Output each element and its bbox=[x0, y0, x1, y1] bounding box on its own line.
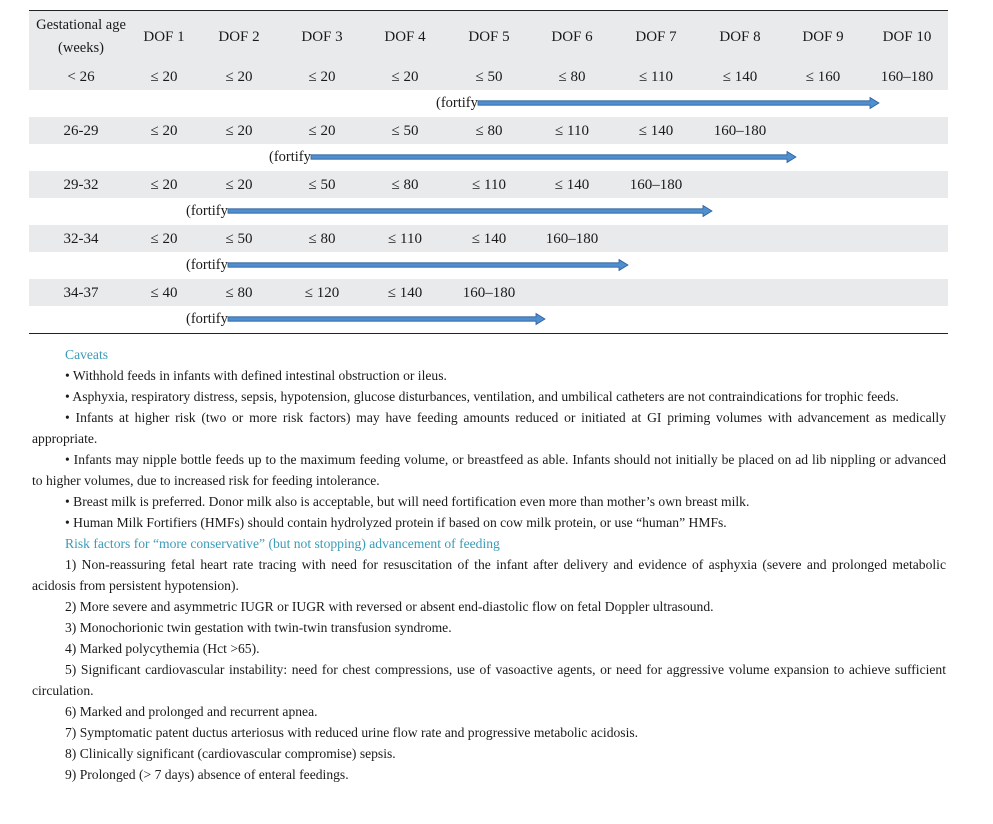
volume-cell: ≤ 80 bbox=[558, 69, 586, 85]
volume-cell: ≤ 20 bbox=[225, 123, 253, 139]
fortify-arrow bbox=[228, 206, 712, 217]
volume-cell: ≤ 20 bbox=[308, 69, 336, 85]
dof-header-9: DOF 9 bbox=[802, 29, 844, 45]
gestational-age-header-line2: (weeks) bbox=[58, 40, 104, 56]
risk-factor-item: 1) Non-reassuring fetal heart rate tracing with need for resuscitation of the infant after delivery and evidence of asphyxia (severe and prolonged metabolic acidosis from persistent hypotension). bbox=[32, 557, 946, 593]
gestational-age-cell: 34-37 bbox=[63, 285, 99, 301]
gestational-age-cell: 29-32 bbox=[63, 177, 99, 193]
volume-cell: ≤ 20 bbox=[150, 123, 178, 139]
risk-factor-item: 2) More severe and asymmetric IUGR or IUGR with reversed or absent end-diastolic flow on fetal Doppler ultrasound. bbox=[65, 599, 714, 614]
volume-cell: ≤ 80 bbox=[391, 177, 419, 193]
dof-header-7: DOF 7 bbox=[635, 29, 677, 45]
risk-factors-heading: Risk factors for “more conservative” (but not stopping) advancement of feeding bbox=[65, 536, 500, 551]
dof-header-4: DOF 4 bbox=[384, 29, 426, 45]
volume-cell: ≤ 80 bbox=[308, 231, 336, 247]
volume-cell: ≤ 140 bbox=[722, 69, 758, 85]
caveat-item: • Withhold feeds in infants with defined intestinal obstruction or ileus. bbox=[65, 368, 447, 383]
gestational-age-cell: 26-29 bbox=[63, 123, 99, 139]
volume-cell: ≤ 110 bbox=[555, 123, 589, 139]
caveat-item: • Asphyxia, respiratory distress, sepsis, hypotension, glucose disturbances, ventilation, and umbilical catheters are not contraindications for trophic feeds. bbox=[65, 389, 899, 404]
volume-cell: ≤ 140 bbox=[387, 285, 423, 301]
volume-cell: ≤ 20 bbox=[150, 231, 178, 247]
volume-cell: ≤ 110 bbox=[388, 231, 422, 247]
fortify-label: (fortify bbox=[436, 95, 478, 111]
risk-factor-item: 9) Prolonged (> 7 days) absence of enteral feedings. bbox=[65, 767, 349, 782]
volume-cell: ≤ 20 bbox=[225, 177, 253, 193]
caveat-item: • Infants may nipple bottle feeds up to the maximum feeding volume, or breastfeed as able. Infants should not initially be placed on ad lib nippling or advanced to higher volumes, due to increased risk for feeding intolerance. bbox=[32, 452, 946, 488]
volume-cell: ≤ 120 bbox=[304, 285, 340, 301]
volume-cell: ≤ 20 bbox=[150, 177, 178, 193]
risk-factor-item: 7) Symptomatic patent ductus arteriosus with reduced urine flow rate and progressive metabolic acidosis. bbox=[65, 725, 639, 740]
fortify-arrow bbox=[228, 314, 545, 325]
risk-factor-item: 8) Clinically significant (cardiovascular compromise) sepsis. bbox=[65, 746, 396, 761]
volume-cell: 160–180 bbox=[545, 231, 599, 247]
volume-cell: ≤ 50 bbox=[225, 231, 253, 247]
volume-cell: ≤ 20 bbox=[225, 69, 253, 85]
feeding-advancement-table bbox=[29, 10, 948, 334]
notes-section bbox=[32, 344, 946, 785]
volume-cell: 160–180 bbox=[629, 177, 683, 193]
volume-cell: ≤ 50 bbox=[308, 177, 336, 193]
fortify-arrow bbox=[228, 260, 628, 271]
volume-cell: ≤ 50 bbox=[391, 123, 419, 139]
dof-header-6: DOF 6 bbox=[551, 29, 593, 45]
gestational-age-cell: < 26 bbox=[67, 69, 95, 85]
fortify-label: (fortify bbox=[269, 149, 311, 165]
volume-cell: ≤ 110 bbox=[472, 177, 506, 193]
volume-cell: ≤ 20 bbox=[150, 69, 178, 85]
volume-cell: ≤ 140 bbox=[471, 231, 507, 247]
volume-cell: 160–180 bbox=[713, 123, 767, 139]
caveat-item: • Human Milk Fortifiers (HMFs) should contain hydrolyzed protein if based on cow milk protein, or use “human” HMFs. bbox=[65, 515, 727, 530]
volume-cell: ≤ 50 bbox=[475, 69, 503, 85]
risk-factor-item: 4) Marked polycythemia (Hct >65). bbox=[65, 641, 260, 656]
risk-factor-item: 3) Monochorionic twin gestation with twin-twin transfusion syndrome. bbox=[65, 620, 452, 635]
caveat-item: • Breast milk is preferred. Donor milk also is acceptable, but will need fortification even more than mother’s own breast milk. bbox=[65, 494, 750, 509]
fortify-label: (fortify bbox=[186, 203, 228, 219]
volume-cell: ≤ 20 bbox=[308, 123, 336, 139]
dof-header-5: DOF 5 bbox=[468, 29, 510, 45]
volume-cell: ≤ 140 bbox=[638, 123, 674, 139]
caveats-heading: Caveats bbox=[65, 347, 109, 362]
fortify-label: (fortify bbox=[186, 311, 228, 327]
table-bottom-rule bbox=[29, 333, 948, 334]
dof-header-2: DOF 2 bbox=[218, 29, 260, 45]
volume-cell: ≤ 160 bbox=[805, 69, 841, 85]
dof-header-3: DOF 3 bbox=[301, 29, 343, 45]
risk-factor-item: 6) Marked and prolonged and recurrent apnea. bbox=[65, 704, 318, 719]
gestational-age-header-line1: Gestational age bbox=[36, 17, 126, 33]
risk-factor-item: 5) Significant cardiovascular instability: need for chest compressions, use of vasoactive agents, or need for aggressive volume expansion to achieve sufficient circulation. bbox=[32, 662, 946, 698]
fortify-label: (fortify bbox=[186, 257, 228, 273]
caveat-item: • Infants at higher risk (two or more risk factors) may have feeding amounts reduced or initiated at GI priming volumes with advancement as medically appropriate. bbox=[32, 410, 946, 446]
volume-cell: ≤ 20 bbox=[391, 69, 419, 85]
volume-cell: ≤ 80 bbox=[475, 123, 503, 139]
dof-header-10: DOF 10 bbox=[882, 29, 932, 45]
volume-cell: ≤ 40 bbox=[150, 285, 178, 301]
volume-cell: 160–180 bbox=[462, 285, 516, 301]
fortify-arrows bbox=[29, 10, 948, 334]
dof-header-1: DOF 1 bbox=[143, 29, 185, 45]
volume-cell: ≤ 110 bbox=[639, 69, 673, 85]
dof-header-8: DOF 8 bbox=[719, 29, 761, 45]
fortify-arrow bbox=[478, 98, 879, 109]
volume-cell: 160–180 bbox=[880, 69, 934, 85]
fortify-arrow bbox=[311, 152, 796, 163]
volume-cell: ≤ 80 bbox=[225, 285, 253, 301]
volume-cell: ≤ 140 bbox=[554, 177, 590, 193]
gestational-age-cell: 32-34 bbox=[63, 231, 99, 247]
